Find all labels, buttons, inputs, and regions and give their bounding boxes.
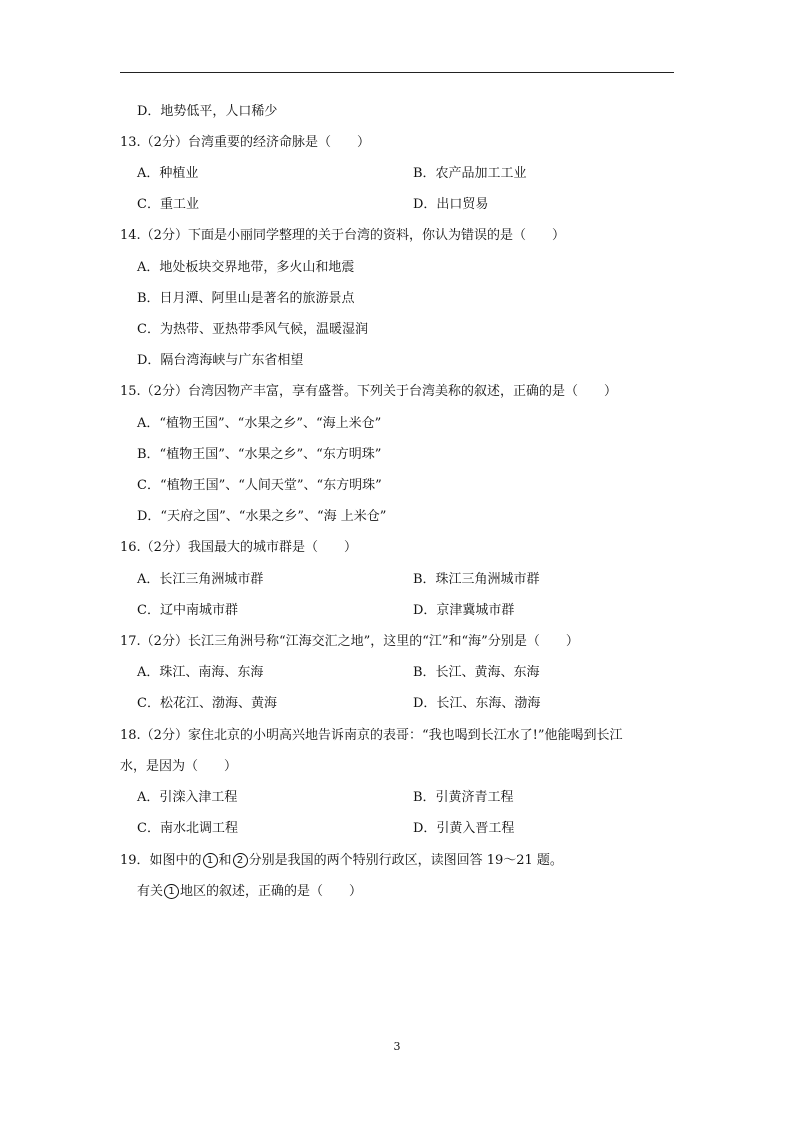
q18-option-d: D．引黄入晋工程 bbox=[413, 821, 515, 836]
q19-sub-pre: 有关 bbox=[137, 884, 164, 899]
q15-option-d: D．“天府之国”、“水果之乡”、“海 上米仓” bbox=[137, 509, 387, 524]
q16-option-b: B．珠江三角洲城市群 bbox=[413, 572, 540, 587]
header-rule bbox=[120, 72, 674, 73]
q19-stem-pre: 19．如图中的 bbox=[120, 853, 202, 868]
q15-option-b: B．“植物王国”、“水果之乡”、“东方明珠” bbox=[137, 447, 382, 462]
q15-option-c: C．“植物王国”、“人间天堂”、“东方明珠” bbox=[137, 478, 382, 493]
q18-option-a: A．引滦入津工程 bbox=[137, 790, 238, 805]
q16-stem: 16.（2分）我国最大的城市群是（ ） bbox=[120, 540, 357, 555]
q13-option-a: A．种植业 bbox=[137, 166, 199, 181]
q14-option-b: B．日月潭、阿里山是著名的旅游景点 bbox=[137, 291, 355, 306]
q18-stem-line2: 水，是因为（ ） bbox=[120, 759, 238, 774]
q14-stem: 14.（2分）下面是小丽同学整理的关于台湾的资料，你认为错误的是（ ） bbox=[120, 228, 565, 243]
q17-option-a: A．珠江、南海、东海 bbox=[137, 665, 264, 680]
q13-option-d: D．出口贸易 bbox=[413, 197, 489, 212]
page-number: 3 bbox=[393, 1040, 401, 1053]
q13-option-c: C．重工业 bbox=[137, 197, 199, 212]
q14-option-d: D．隔台湾海峡与广东省相望 bbox=[137, 353, 304, 368]
q18-option-b: B．引黄济青工程 bbox=[413, 790, 514, 805]
q19-sub-post: 地区的叙述，正确的是（ ） bbox=[180, 884, 363, 899]
q19-stem-mid: 和 bbox=[218, 853, 232, 868]
q17-option-c: C．松花江、渤海、黄海 bbox=[137, 696, 277, 711]
q19-stem bbox=[120, 852, 563, 870]
q14-option-a: A．地处板块交界地带，多火山和地震 bbox=[137, 260, 355, 275]
q15-stem: 15.（2分）台湾因物产丰富，享有盛誉。下列关于台湾美称的叙述，正确的是（ ） bbox=[120, 384, 617, 399]
circled-number-2: 2 bbox=[233, 853, 248, 868]
circled-number-1-sub: 1 bbox=[164, 884, 179, 899]
q18-option-c: C．南水北调工程 bbox=[137, 821, 238, 836]
q15-option-a: A．“植物王国”、“水果之乡”、“海上米仓” bbox=[137, 416, 382, 431]
q16-option-a: A．长江三角洲城市群 bbox=[137, 572, 264, 587]
q16-option-c: C．辽中南城市群 bbox=[137, 603, 238, 618]
circled-number-1: 1 bbox=[203, 853, 218, 868]
q19-stem-post: 分别是我国的两个特别行政区，读图回答 19～21 题。 bbox=[248, 853, 563, 868]
q16-option-d: D．京津冀城市群 bbox=[413, 603, 515, 618]
q17-option-d: D．长江、东海、渤海 bbox=[413, 696, 541, 711]
q17-option-b: B．长江、黄海、东海 bbox=[413, 665, 540, 680]
q14-option-c: C．为热带、亚热带季风气候，温暖湿润 bbox=[137, 322, 368, 337]
q17-stem: 17.（2分）长江三角洲号称“江海交汇之地”，这里的“江”和“海”分别是（ ） bbox=[120, 634, 579, 649]
q18-stem-line1: 18.（2分）家住北京的小明高兴地告诉南京的表哥：“我也喝到长江水了!”他能喝到长江 bbox=[120, 728, 623, 743]
q19-sub-question bbox=[137, 883, 362, 901]
q13-stem: 13.（2分）台湾重要的经济命脉是（ ） bbox=[120, 135, 370, 150]
q12-option-d: D．地势低平，人口稀少 bbox=[137, 104, 278, 119]
q13-option-b: B．农产品加工工业 bbox=[413, 166, 527, 181]
